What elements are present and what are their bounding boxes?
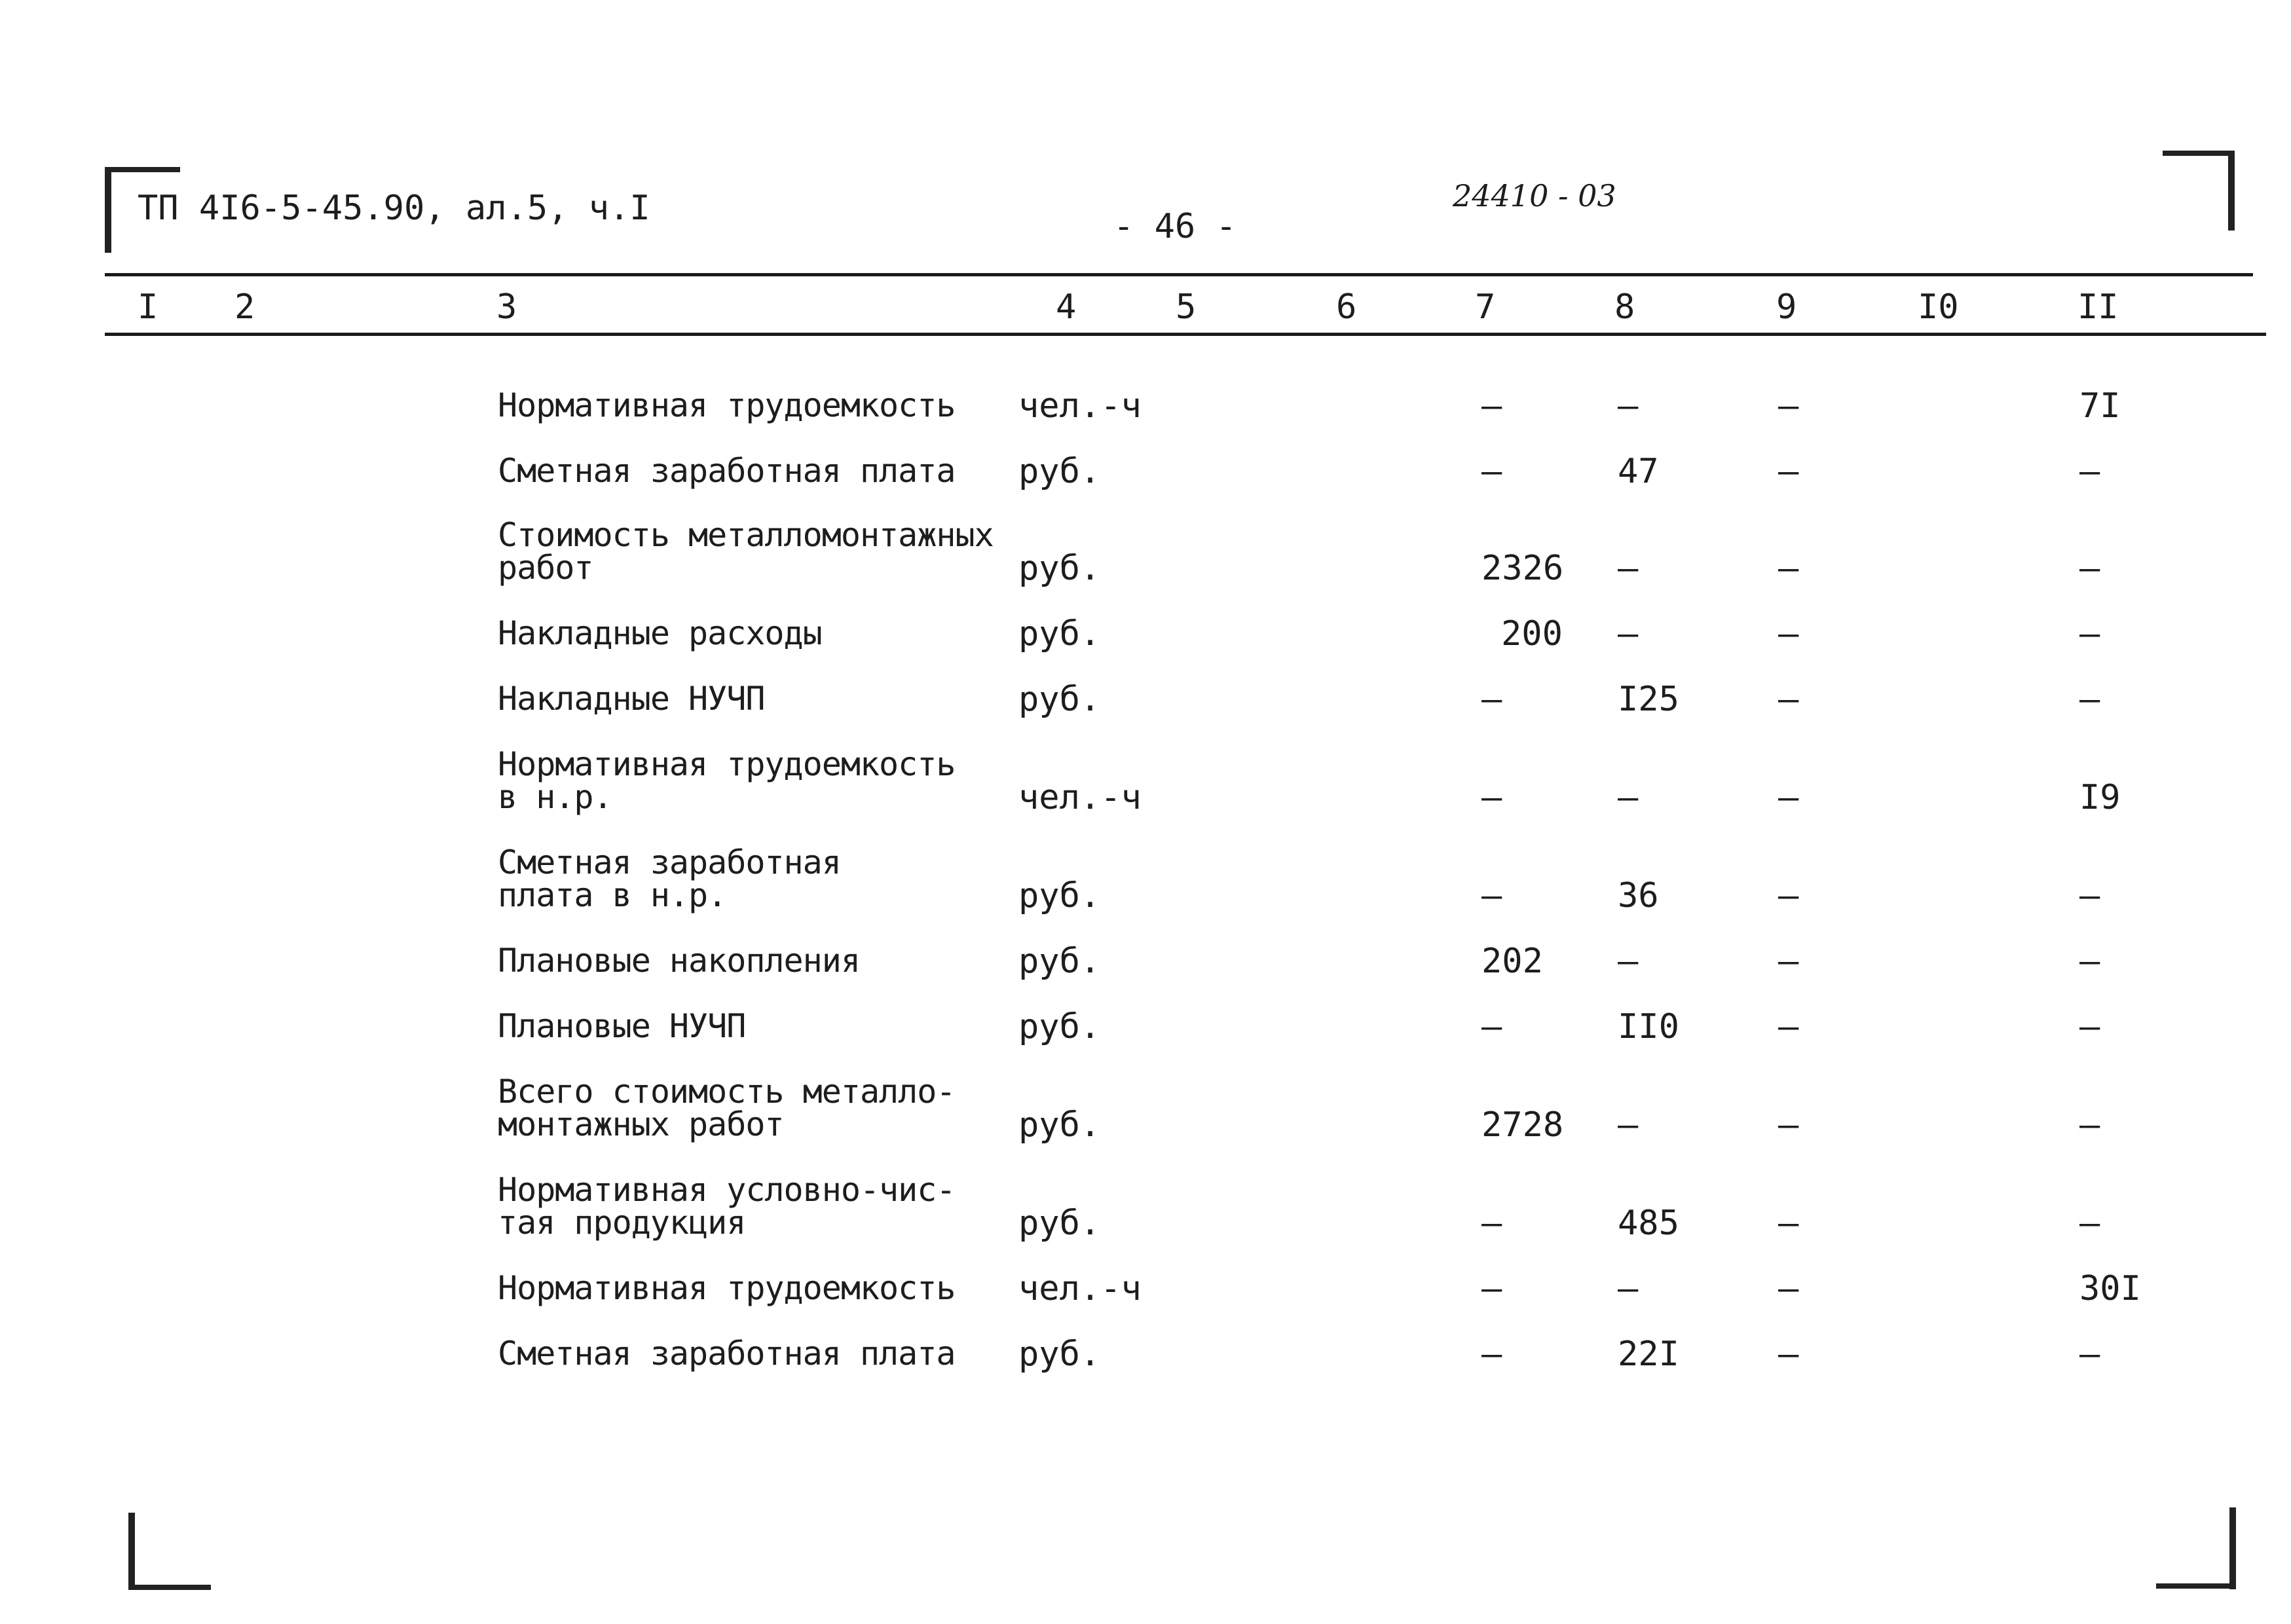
row-col7: – xyxy=(1481,452,1502,491)
header-top-rule xyxy=(105,273,2253,276)
column-header-2: 2 xyxy=(234,287,255,327)
column-header-7: 7 xyxy=(1475,287,1496,327)
column-header-1: I xyxy=(138,287,158,327)
row-col9: – xyxy=(1778,386,1799,426)
row-col11: 7I xyxy=(2079,386,2121,426)
row-col8: – xyxy=(1618,549,1639,588)
column-header-3: 3 xyxy=(496,287,517,327)
row-col7: 202 xyxy=(1481,942,1543,981)
row-col11: – xyxy=(2079,549,2100,588)
row-unit: руб. xyxy=(1018,680,1101,719)
row-unit: руб. xyxy=(1018,1204,1101,1243)
corner-mark-bottom-left-h xyxy=(128,1585,211,1590)
row-unit: чел.-ч xyxy=(1018,386,1142,426)
row-col8: 485 xyxy=(1618,1204,1679,1243)
row-col8: II0 xyxy=(1618,1007,1679,1046)
row-unit: руб. xyxy=(1018,452,1101,491)
row-col9: – xyxy=(1778,549,1799,588)
row-unit: чел.-ч xyxy=(1018,778,1142,817)
row-col8: – xyxy=(1618,614,1639,654)
corner-mark-bottom-left xyxy=(128,1513,135,1590)
row-col8: – xyxy=(1618,1105,1639,1145)
corner-mark-top-right xyxy=(2228,152,2235,231)
row-unit: руб. xyxy=(1018,1007,1101,1046)
row-col9: – xyxy=(1778,1335,1799,1374)
row-col7: – xyxy=(1481,1204,1502,1243)
corner-mark-top-right-h xyxy=(2163,151,2235,156)
row-col11: – xyxy=(2079,452,2100,491)
row-unit: руб. xyxy=(1018,1335,1101,1374)
row-col8: – xyxy=(1618,778,1639,817)
row-col9: – xyxy=(1778,942,1799,981)
row-col8: I25 xyxy=(1618,680,1679,719)
column-header-8: 8 xyxy=(1614,287,1635,327)
row-name: Всего стоимость металло- монтажных работ xyxy=(498,1073,956,1143)
row-name: Накладные расходы xyxy=(498,614,822,652)
row-col7: – xyxy=(1481,876,1502,915)
row-col11: I9 xyxy=(2079,778,2121,817)
row-col7: – xyxy=(1481,386,1502,426)
column-header-5: 5 xyxy=(1176,287,1197,327)
row-name: Стоимость металломонтажных работ xyxy=(498,516,994,587)
row-col7: 200 xyxy=(1501,614,1563,654)
row-col7: – xyxy=(1481,778,1502,817)
row-col7: – xyxy=(1481,1007,1502,1046)
row-col11: – xyxy=(2079,876,2100,915)
row-col9: – xyxy=(1778,1269,1799,1308)
row-name: Плановые НУЧП xyxy=(498,1007,746,1045)
row-col9: – xyxy=(1778,876,1799,915)
corner-mark-top-left-h xyxy=(105,167,180,172)
page-number: - 46 - xyxy=(1113,207,1237,246)
corner-mark-bottom-right-h xyxy=(2156,1583,2236,1589)
row-col11: – xyxy=(2079,1335,2100,1374)
row-unit: чел.-ч xyxy=(1018,1269,1142,1308)
row-unit: руб. xyxy=(1018,942,1101,981)
row-name: Нормативная трудоемкость xyxy=(498,1269,956,1307)
header-bottom-rule xyxy=(105,333,2266,336)
row-name: Нормативная трудоемкость xyxy=(498,386,956,424)
row-col9: – xyxy=(1778,680,1799,719)
row-col9: – xyxy=(1778,1007,1799,1046)
row-col11: – xyxy=(2079,1007,2100,1046)
row-name: Нормативная трудоемкость в н.р. xyxy=(498,745,956,816)
row-col9: – xyxy=(1778,452,1799,491)
row-col8: 22I xyxy=(1618,1335,1679,1374)
row-col8: – xyxy=(1618,386,1639,426)
row-col9: – xyxy=(1778,614,1799,654)
row-unit: руб. xyxy=(1018,614,1101,654)
column-header-6: 6 xyxy=(1336,287,1357,327)
row-col7: 2326 xyxy=(1481,549,1564,588)
row-name: Сметная заработная плата в н.р. xyxy=(498,843,841,914)
row-col7: – xyxy=(1481,680,1502,719)
row-name: Накладные НУЧП xyxy=(498,680,765,718)
row-name: Нормативная условно-чис- тая продукция xyxy=(498,1171,956,1242)
row-col11: 30I xyxy=(2079,1269,2141,1308)
row-col11: – xyxy=(2079,1105,2100,1145)
row-col8: – xyxy=(1618,942,1639,981)
row-col11: – xyxy=(2079,614,2100,654)
row-name: Плановые накопления xyxy=(498,942,860,980)
row-col8: 47 xyxy=(1618,452,1659,491)
column-header-11: II xyxy=(2077,287,2119,327)
row-unit: руб. xyxy=(1018,1105,1101,1145)
row-name: Сметная заработная плата xyxy=(498,452,956,490)
row-col9: – xyxy=(1778,1204,1799,1243)
row-unit: руб. xyxy=(1018,549,1101,588)
corner-mark-bottom-right xyxy=(2229,1507,2236,1589)
column-header-9: 9 xyxy=(1776,287,1797,327)
row-col7: 2728 xyxy=(1481,1105,1564,1145)
row-col9: – xyxy=(1778,1105,1799,1145)
row-unit: руб. xyxy=(1018,876,1101,915)
column-header-10: I0 xyxy=(1918,287,1959,327)
corner-mark-top-left xyxy=(105,169,111,253)
row-name: Сметная заработная плата xyxy=(498,1335,956,1373)
handwritten-note: 24410 - 03 xyxy=(1453,178,1616,213)
row-col8: – xyxy=(1618,1269,1639,1308)
row-col11: – xyxy=(2079,1204,2100,1243)
row-col9: – xyxy=(1778,778,1799,817)
row-col7: – xyxy=(1481,1335,1502,1374)
document-code: ТП 4I6-5-45.90, ал.5, ч.I xyxy=(138,189,650,228)
column-header-4: 4 xyxy=(1056,287,1077,327)
row-col8: 36 xyxy=(1618,876,1659,915)
row-col11: – xyxy=(2079,680,2100,719)
row-col11: – xyxy=(2079,942,2100,981)
row-col7: – xyxy=(1481,1269,1502,1308)
